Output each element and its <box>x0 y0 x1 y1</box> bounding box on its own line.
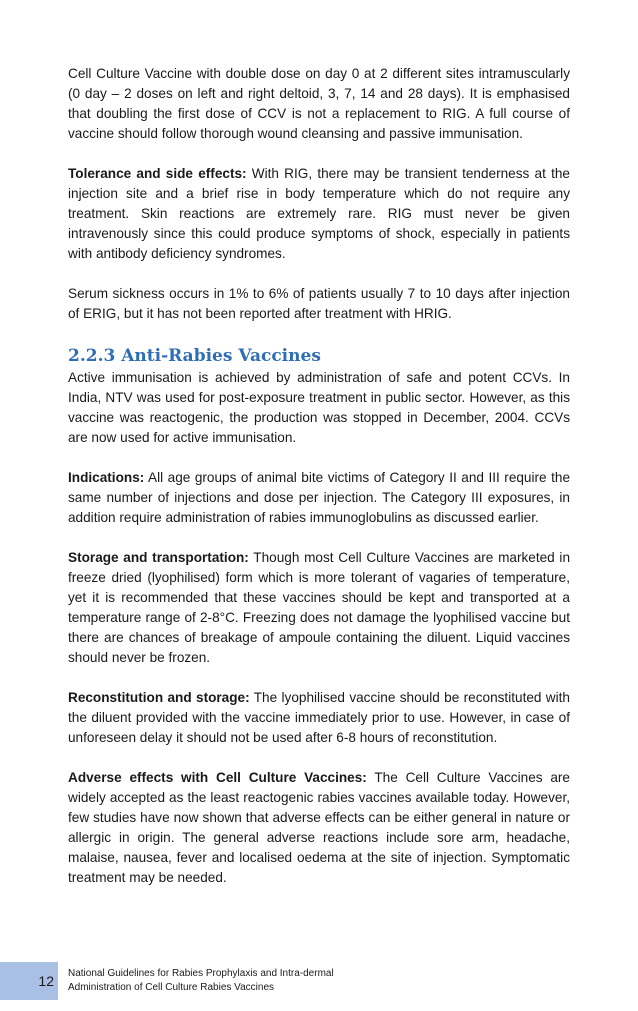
paragraph-adverse-effects <box>68 768 570 888</box>
paragraph-storage-transportation <box>68 548 570 668</box>
adverse-effects-label: Adverse effects with Cell Culture Vaccines: <box>68 770 367 785</box>
paragraph-reconstitution <box>68 688 570 748</box>
paragraph-serum-sickness: Serum sickness occurs in 1% to 6% of patients usually 7 to 10 days after injection of ERIG, but it has not been reported after treatment with HRIG. <box>68 286 570 321</box>
paragraph-indications <box>68 468 570 528</box>
adverse-effects-text: The Cell Culture Vaccines are widely accepted as the least reactogenic rabies vaccines available today. However, few studies have now shown that adverse effects can be either general in nature or allergic in origin. The general adverse reactions include sore arm, headache, malaise, nausea, fever and localised oedema at the site of injection. Symptomatic treatment may be needed. <box>68 770 570 885</box>
indications-label: Indications: <box>68 470 145 485</box>
page-number: 12 <box>38 973 54 989</box>
footer-title <box>68 967 334 995</box>
footer-title-line-2: Administration of Cell Culture Rabies Vaccines <box>68 982 275 993</box>
storage-transportation-text: Though most Cell Culture Vaccines are marketed in freeze dried (lyophilised) form which is more tolerant of vagaries of temperature, yet it is recommended that these vaccines should be kept and transported at a temperature range of 2-8°C. Freezing does not damage the lyophilised vaccine but there are chances of breakage of ampoule containing the diluent. Liquid vaccines should never be frozen. <box>68 550 571 665</box>
document-body <box>68 64 570 888</box>
page-footer <box>0 962 638 1002</box>
reconstitution-text: The lyophilised vaccine should be reconstituted with the diluent provided with the vaccine immediately prior to use. However, in case of unforeseen delay it should not be used after 6-8 hours of reconstitution. <box>68 690 570 745</box>
paragraph-tolerance <box>68 164 570 264</box>
footer-title-line-1: National Guidelines for Rabies Prophylaxis and Intra-dermal <box>68 968 334 979</box>
reconstitution-label: Reconstitution and storage: <box>68 690 250 705</box>
storage-transportation-label: Storage and transportation: <box>68 550 249 565</box>
section-heading: 2.2.3 Anti-Rabies Vaccines <box>68 346 321 366</box>
paragraph-active-immunisation: Active immunisation is achieved by administration of safe and potent CCVs. In India, NTV was used for post-exposure treatment in public sector. However, as this vaccine was reactogenic, the production was stopped in December, 2004. CCVs are now used for active immunisation. <box>68 370 570 445</box>
indications-text: All age groups of animal bite victims of Category II and III require the same number of injections and dose per injection. The Category III exposures, in addition require administration of rabies immunoglobulins as discussed earlier. <box>68 470 570 525</box>
tolerance-text: With RIG, there may be transient tenderness at the injection site and a brief rise in body temperature which do not require any treatment. Skin reactions are extremely rare. RIG must never be given intravenously since this could produce symptoms of shock, especially in patients with antibody deficiency syndromes. <box>68 166 570 261</box>
tolerance-label: Tolerance and side effects: <box>68 166 247 181</box>
page-number-tab <box>0 962 58 1000</box>
paragraph-double-dose: Cell Culture Vaccine with double dose on day 0 at 2 different sites intramuscularly (0 day – 2 doses on left and right deltoid, 3, 7, 14 and 28 days). It is emphasised that doubling the first dose of CCV is not a replacement to RIG. A full course of vaccine should follow thorough wound cleansing and passive immunisation. <box>68 66 570 141</box>
